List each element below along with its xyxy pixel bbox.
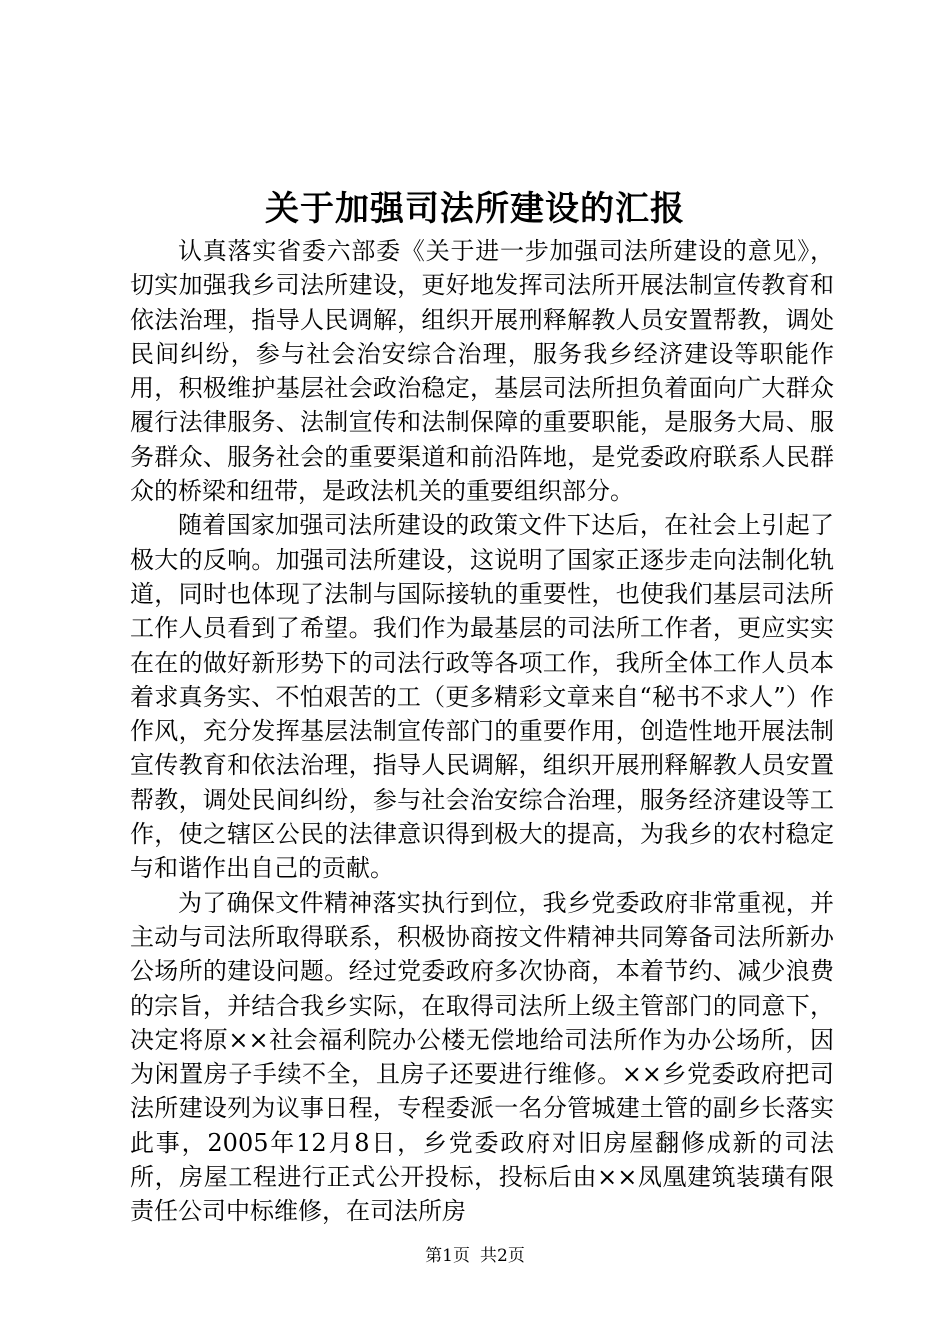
page-total: 共2页	[480, 1246, 525, 1266]
document-body	[130, 234, 834, 1229]
paragraph-1: 认真落实省委六部委《关于进一步加强司法所建设的意见》，切实加强我乡司法所建设，更好地发挥司法所开展法制宣传教育和依法治理，指导人民调解，组织开展刑释解教人员安置帮教，调处民间纠纷，参与社会治安综合治理，服务我乡经济建设等职能作用，积极维护基层社会政治稳定，基层司法所担负着面向广大群众履行法律服务、法制宣传和法制保障的重要职能，是服务大局、服务群众、服务社会的重要渠道和前沿阵地，是党委政府联系人民群众的桥梁和纽带，是政法机关的重要组织部分。	[130, 237, 834, 506]
paragraph-3: 为了确保文件精神落实执行到位，我乡党委政府非常重视，并主动与司法所取得联系，积极协商按文件精神共同筹备司法所新办公场所的建设问题。经过党委政府多次协商，本着节约、减少浪费的宗旨，并结合我乡实际，在取得司法所上级主管部门的同意下，决定将原××社会福利院办公楼无偿地给司法所作为办公场所，因为闲置房子手续不全，且房子还要进行维修。××乡党委政府把司法所建设列为议事日程，专程委派一名分管城建土管的副乡长落实此事，2005年12月8日，乡党委政府对旧房屋翻修成新的司法所，房屋工程进行正式公开投标，投标后由××凤凰建筑装璜有限责任公司中标维修，在司法所房	[130, 888, 834, 1226]
page-footer	[0, 1244, 950, 1268]
document-title: 关于加强司法所建设的汇报	[265, 189, 685, 229]
page-number: 第1页	[425, 1246, 470, 1266]
paragraph-2: 随着国家加强司法所建设的政策文件下达后，在社会上引起了极大的反响。加强司法所建设，这说明了国家正逐步走向法制化轨道，同时也体现了法制与国际接轨的重要性，也使我们基层司法所工作人员看到了希望。我们作为最基层的司法所工作者，更应实实在在的做好新形势下的司法行政等各项工作，我所全体工作人员本着求真务实、不怕艰苦的工（更多精彩文章来自“秘书不求人”）作作风，充分发挥基层法制宣传部门的重要作用，创造性地开展法制宣传教育和依法治理，指导人民调解，组织开展刑释解教人员安置帮教，调处民间纠纷，参与社会治安综合治理，服务经济建设等工作，使之辖区公民的法律意识得到极大的提高，为我乡的农村稳定与和谐作出自己的贡献。	[130, 511, 834, 883]
